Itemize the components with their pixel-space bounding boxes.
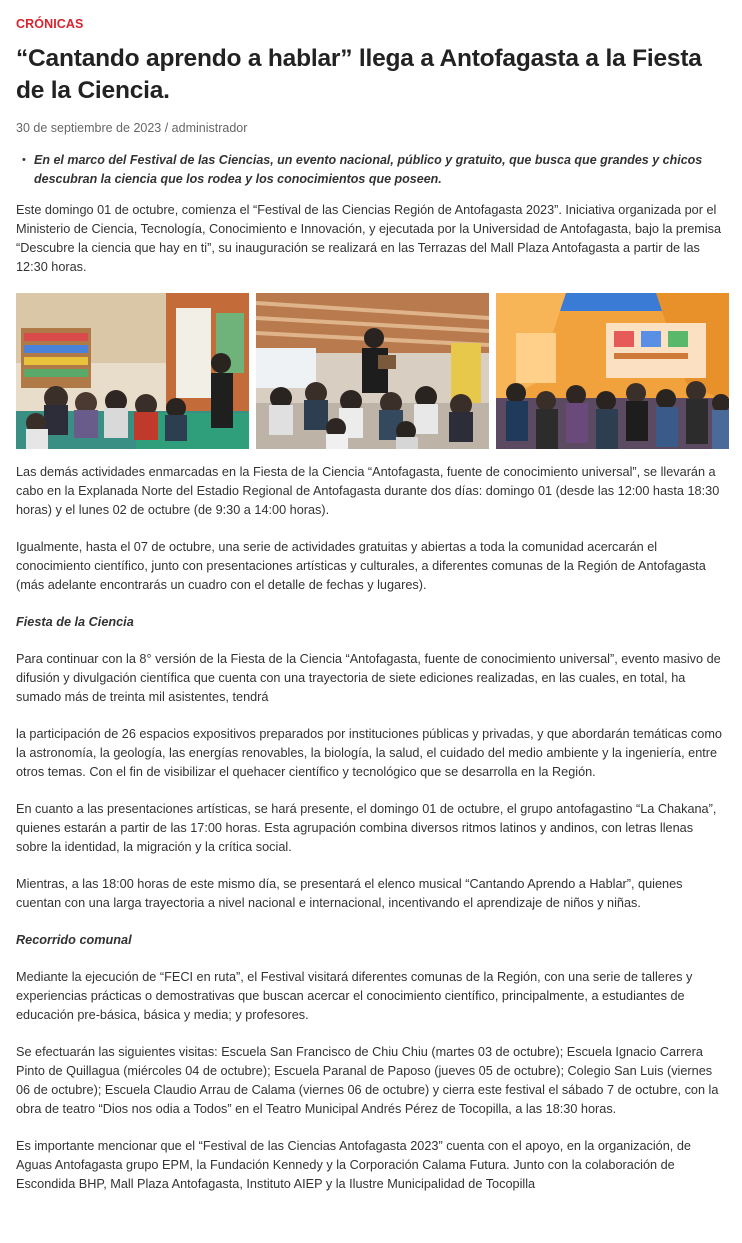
paragraph: Para continuar con la 8° versión de la Fiesta de la Ciencia “Antofagasta, fuente de conocimiento universal”, evento masivo de difusión y divulgación científica que cuenta con una trayectoria de siete ediciones realizadas, en las cuales, en total, ha sumado más de treinta mil asistentes, tendrá: [16, 652, 721, 704]
paragraph: Mientras, a las 18:00 horas de este mismo día, se presentará el elenco musical “Cantando Aprendo a Hablar”, quienes cuentan con una larga trayectoria a nivel nacional e internacional, incentivando el aprendizaje de niños y niñas.: [16, 877, 683, 910]
section-heading-fiesta: Fiesta de la Ciencia: [16, 615, 134, 629]
section-heading-recorrido: Recorrido comunal: [16, 933, 132, 947]
paragraph: Las demás actividades enmarcadas en la Fiesta de la Ciencia “Antofagasta, fuente de conocimiento universal”, se llevarán a cabo en la Explanada Norte del Estadio Regional de Antofagasta durante dos días: domingo 01 (desde las 12:00 hasta 18:30 horas) y el lunes 02 de octubre (de 9:30 a 14:00 horas).: [16, 465, 720, 517]
author-link[interactable]: administrador: [171, 121, 248, 135]
article-meta: [16, 121, 726, 135]
meta-separator: /: [161, 121, 172, 135]
lead-list: [16, 151, 726, 189]
photo-storytelling-outdoor[interactable]: [256, 293, 489, 449]
photo-library-children[interactable]: [16, 293, 249, 449]
photo-science-fair-tent-image: [496, 293, 729, 449]
photo-storytelling-outdoor-image: [256, 293, 489, 449]
publish-date: 30 de septiembre de 2023: [16, 121, 162, 135]
paragraph: Es importante mencionar que el “Festival de las Ciencias Antofagasta 2023” cuenta con el apoyo, en la organización, de Aguas Antofagasta grupo EPM, la Fundación Kennedy y la Corporación Calama Futura. Junto con la colaboración de Escondida BHP, Mall Plaza Antofagasta, Instituto AIEP y la Ilustre Municipalidad de Tocopilla: [16, 1139, 691, 1191]
lead-item: [22, 151, 726, 189]
article-title: “Cantando aprendo a hablar” llega a Antofagasta a la Fiesta de la Ciencia.: [16, 45, 702, 104]
photo-science-fair-tent[interactable]: [496, 293, 729, 449]
photo-gallery: [16, 293, 730, 449]
lead-text: En el marco del Festival de las Ciencias, un evento nacional, público y gratuito, que busca que grandes y chicos descubran la ciencia que los rodea y los conocimientos que poseen.: [34, 153, 703, 186]
paragraph: Mediante la ejecución de “FECI en ruta”, el Festival visitará diferentes comunas de la Región, con una serie de talleres y experiencias prácticas o demostrativas que buscan acercar el conocimiento científico, principalmente, a estudiantes de educación pre-básica, básica y media; y profesores.: [16, 970, 693, 1022]
paragraph: Se efectuarán las siguientes visitas: Escuela San Francisco de Chiu Chiu (martes 03 de octubre); Escuela Ignacio Carrera Pinto de Quillagua (miércoles 04 de octubre); Escuela Paranal de Paposo (jueves 05 de octubre); Colegio San Luis (viernes 06 de octubre); Escuela Claudio Arrau de Calama (viernes 06 de octubre) y cierra este festival el sábado 7 de octubre, con la obra de teatro “Dios nos odia a Todos” en el Teatro Municipal Andrés Pérez de Tocopilla, a las 18:30 horas.: [16, 1045, 719, 1116]
paragraph: Igualmente, hasta el 07 de octubre, una serie de actividades gratuitas y abiertas a toda la comunidad acercarán el conocimiento científico, junto con presentaciones artísticas y culturales, a diferentes comunas de la Región de Antofagasta (más adelante encontrarás un cuadro con el detalle de fechas y lugares).: [16, 540, 706, 592]
paragraph: En cuanto a las presentaciones artísticas, se hará presente, el domingo 01 de octubre, el grupo antofagastino “La Chakana”, quienes estarán a partir de las 17:00 horas. Esta agrupación combina diversos ritmos latinos y andinos, con letras llenas sobre la identidad, la migración y la crítica social.: [16, 802, 717, 854]
intro-paragraph: Este domingo 01 de octubre, comienza el “Festival de las Ciencias Región de Antofagasta 2023”. Iniciativa organizada por el Ministerio de Ciencia, Tecnología, Conocimiento e Innovación, y ejecutada por la Universidad de Antofagasta, bajo la premisa “Descubre la ciencia que hay en ti”, su inauguración se realizará en las Terrazas del Mall Plaza Antofagasta a partir de las 12:30 horas.: [16, 203, 722, 274]
bullet-icon: •: [22, 154, 26, 166]
paragraph: la participación de 26 espacios expositivos preparados por instituciones públicas y privadas, y que abordarán temáticas como la astronomía, la geología, las energías renovables, la biología, la salud, el cuidado del medio ambiente y la ingeniería, entre otros temas. Con el fin de visibilizar el quehacer científico y tecnológico que se desarrolla en la Región.: [16, 727, 722, 779]
photo-library-children-image: [16, 293, 249, 449]
category-link[interactable]: CRÓNICAS: [16, 17, 84, 31]
